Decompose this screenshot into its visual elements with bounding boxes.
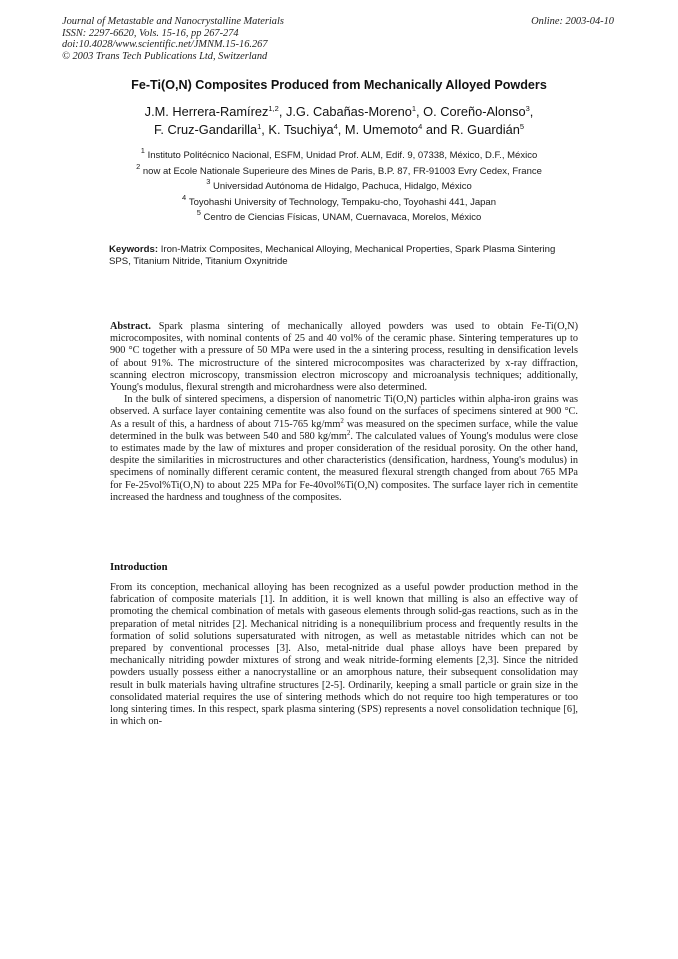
affiliation-text: Toyohashi University of Technology, Tempaku-cho, Toyohashi 441, Japan xyxy=(188,196,496,208)
author-name: J.G. Cabañas-Moreno xyxy=(285,104,412,119)
affiliation-item xyxy=(0,179,678,195)
author-line-1 xyxy=(0,103,678,121)
author-affil-sup: 3 xyxy=(525,104,530,113)
author-affil-sup: 1 xyxy=(411,104,417,113)
author-list xyxy=(0,103,678,139)
section-heading-introduction: Introduction xyxy=(110,562,168,573)
abstract-label: Abstract. xyxy=(110,321,151,332)
author-name: M. Umemoto xyxy=(344,122,419,137)
affiliation-number: 4 xyxy=(182,192,187,202)
affiliation-number: 2 xyxy=(136,161,141,171)
abstract-text: In the bulk of sintered specimens, a dispersion of nanometric Ti(O,N) particles within alpha-iron grains was observed. A surface layer containing cementite was also found on the surfaces of specimens sintered at 900 °C. As a result of this, a hardness of about 715-765 kg/mm xyxy=(110,394,578,430)
abstract-paragraph-1 xyxy=(110,321,578,394)
author-separator: , xyxy=(278,104,286,119)
author-line-2 xyxy=(0,121,678,139)
author-name: K. Tsuchiya xyxy=(268,122,334,137)
author-separator: , xyxy=(261,122,269,137)
author-separator: , xyxy=(416,104,424,119)
superscript: 2 xyxy=(340,416,344,425)
abstract-text: was measured on the specimen surface, while the value determined in the bulk was between 540 and 580 kg/mm xyxy=(110,418,578,442)
keywords-block xyxy=(109,244,579,268)
abstract-text: . The calculated values of Young's modulus were close to estimates made by the law of mixtures and proper consideration of the residual porosity. On the other hand, despite the similarities in microstructures and other characteristics (densification, hardness, Young's modulus) in specimens of nominally different ceramic content, the measured flexural strength changed from about 765 MPa for Fe-25vol%Ti(O,N) to about 225 MPa for Fe-40vol%Ti(O,N) composites. The surface layer rich in cementite increased the hardness and toughness of the composites. xyxy=(110,430,578,503)
author-separator: , xyxy=(529,104,534,119)
author-affil-sup: 4 xyxy=(333,122,338,131)
affiliation-item xyxy=(0,161,678,180)
journal-issn: ISSN: 2297-6620, Vols. 15-16, pp 267-274 xyxy=(62,27,239,39)
affiliation-number: 3 xyxy=(206,177,211,187)
journal-copyright: © 2003 Trans Tech Publications Ltd, Switzerland xyxy=(62,50,268,62)
abstract-paragraph-2 xyxy=(110,394,578,504)
journal-doi[interactable]: doi:10.4028/www.scientific.net/JMNM.15-16.267 xyxy=(62,39,268,51)
introduction-section xyxy=(110,582,578,728)
author-affil-sup: 4 xyxy=(418,122,423,131)
keywords-text: Iron-Matrix Composites, Mechanical Alloying, Mechanical Properties, Spark Plasma Sintering SPS, Titanium Nitride, Titanium Oxynitride xyxy=(109,244,556,267)
author-affil-sup: 1,2 xyxy=(268,104,279,113)
affiliation-text: Instituto Politécnico Nacional, ESFM, Unidad Prof. ALM, Edif. 9, 07338, México, D.F., México xyxy=(147,150,538,161)
author-affil-sup: 5 xyxy=(519,122,524,131)
journal-header xyxy=(62,16,284,62)
affiliation-item xyxy=(0,192,678,211)
affiliation-item xyxy=(0,148,678,164)
author-separator: , xyxy=(337,122,345,137)
introduction-paragraph: From its conception, mechanical alloying has been recognized as a useful powder production method in the fabrication of composite materials [1]. In addition, it is well known that milling is also an effective way of promoting the chemical combination of metals with gaseous elements through solid-gas reactions, such as in the preparation of metal nitrides [2]. Mechanical nitriding is a nonequilibrium process and frequently results in the formation of solid solutions supersaturated with nitrogen, as well as metastable nitrides which can not be prepared by conventional processes [3]. Also, metal-nitride dual phase alloys have been prepared by mechanically nitriding powder mixtures of strong and weak nitride-forming elements [2,3]. Since the nitrided powders usually possess either a nanocrystalline or an amorphous nature, their subsequent consolidation may result in bulk materials having ultrafine structures [2-5]. Ordinarily, keeping a small particle or grain size in the consolidated material requires the use of sintering methods which do not require too high temperatures or too long sintering times. In this respect, spark plasma sintering (SPS) represents a novel consolidation technique [6], in which on- xyxy=(110,582,578,728)
affiliation-number: 5 xyxy=(196,208,201,218)
author-name: R. Guardián xyxy=(450,122,520,137)
abstract-section xyxy=(110,321,578,504)
affiliation-text: Universidad Autónoma de Hidalgo, Pachuca, Hidalgo, México xyxy=(213,181,472,193)
affiliation-text: Centro de Ciencias Físicas, UNAM, Cuernavaca, Morelos, México xyxy=(203,212,482,224)
affiliation-number: 1 xyxy=(140,146,145,155)
online-date: Online: 2003-04-10 xyxy=(531,16,614,27)
author-name: O. Coreño-Alonso xyxy=(423,104,526,119)
affiliation-item xyxy=(0,210,678,226)
abstract-text: Spark plasma sintering of mechanically alloyed powders was used to obtain Fe-Ti(O,N) microcomposites, with nominal contents of 25 and 40 vol% of the ceramic phase. Sintering temperatures up to 900 °C together with a pressure of 50 MPa were used in the a sintering process, resulting in densification levels of about 91%. The microstructure of the sintered microcomposites was characterized by x-ray diffraction, scanning electron microscopy, transmission electron microscopy and microanalysis techniques; additionally, Young's modulus, flexural strength and microhardness were also determined. xyxy=(110,321,578,394)
superscript: 2 xyxy=(346,428,351,437)
paper-title: Fe-Ti(O,N) Composites Produced from Mechanically Alloyed Powders xyxy=(131,78,547,92)
author-name: J.M. Herrera-Ramírez xyxy=(144,104,269,119)
affiliation-list xyxy=(0,148,678,226)
author-name: F. Cruz-Gandarilla xyxy=(154,122,258,137)
affiliation-text: now at Ecole Nationale Superieure des Mines de Paris, B.P. 87, FR-91003 Evry Cedex, France xyxy=(142,165,542,177)
author-separator: and xyxy=(422,122,451,137)
keywords-label: Keywords: xyxy=(109,244,159,255)
author-affil-sup: 1 xyxy=(257,122,262,131)
journal-name: Journal of Metastable and Nanocrystalline Materials xyxy=(62,16,284,27)
